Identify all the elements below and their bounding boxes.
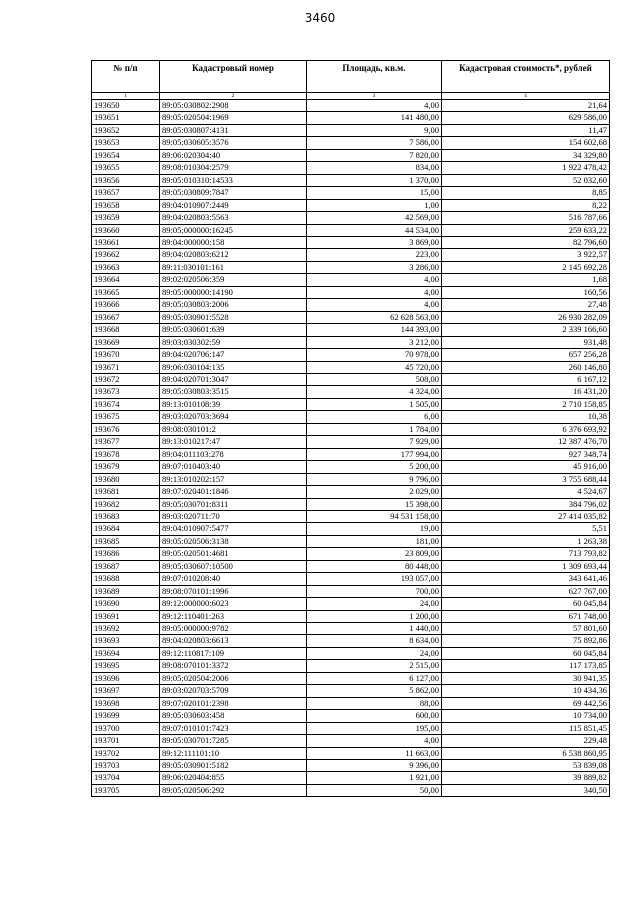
- cell-index: 193702: [92, 747, 160, 759]
- cell-index: 193698: [92, 697, 160, 709]
- cell-cadastral-value: 671 748,00: [442, 610, 610, 622]
- table-row: [92, 324, 610, 336]
- cell-index: 193651: [92, 112, 160, 124]
- cell-area: 4 324,00: [307, 386, 442, 398]
- header-area: Площадь, кв.м.: [307, 61, 442, 93]
- cell-index: 193675: [92, 411, 160, 423]
- table-row: [92, 199, 610, 211]
- table-row: [92, 498, 610, 510]
- table-row: [92, 548, 610, 560]
- cell-area: 7 929,00: [307, 436, 442, 448]
- cell-cadastral-value: 931,48: [442, 336, 610, 348]
- cell-index: 193690: [92, 598, 160, 610]
- cell-cadastral-value: 27 414 035,82: [442, 510, 610, 522]
- cell-cadastral-number: 89:02:020506:359: [160, 274, 307, 286]
- table-row: [92, 162, 610, 174]
- cell-area: 5 862,00: [307, 685, 442, 697]
- table-row: [92, 137, 610, 149]
- cell-cadastral-number: 89:06:030104:135: [160, 361, 307, 373]
- table-row: [92, 660, 610, 672]
- cell-cadastral-number: 89:05:030607:10500: [160, 560, 307, 572]
- cell-cadastral-value: 2 710 158,85: [442, 398, 610, 410]
- table-row: [92, 286, 610, 298]
- cell-area: 11 663,00: [307, 747, 442, 759]
- cell-cadastral-value: 340,50: [442, 784, 610, 796]
- cell-cadastral-value: 10 434,36: [442, 685, 610, 697]
- cell-area: 141 480,00: [307, 112, 442, 124]
- cell-cadastral-number: 89:13:010108:39: [160, 398, 307, 410]
- table-row: [92, 212, 610, 224]
- cell-cadastral-value: 6 167,12: [442, 373, 610, 385]
- cell-index: 193659: [92, 212, 160, 224]
- cell-index: 193666: [92, 299, 160, 311]
- cell-cadastral-number: 89:05:030802:2908: [160, 100, 307, 112]
- cell-area: 4,00: [307, 735, 442, 747]
- column-number: 3: [307, 93, 442, 100]
- cell-index: 193697: [92, 685, 160, 697]
- cell-cadastral-number: 89:07:010101:7423: [160, 722, 307, 734]
- cell-area: 4,00: [307, 299, 442, 311]
- cell-area: 19,00: [307, 523, 442, 535]
- cell-cadastral-value: 6 376 693,92: [442, 423, 610, 435]
- cell-cadastral-number: 89:13:010202:157: [160, 473, 307, 485]
- cell-cadastral-value: 384 796,02: [442, 498, 610, 510]
- cell-cadastral-value: 12 387 476,70: [442, 436, 610, 448]
- cell-area: 7 586,00: [307, 137, 442, 149]
- cell-index: 193677: [92, 436, 160, 448]
- cell-cadastral-value: 3 922,57: [442, 249, 610, 261]
- cell-area: 6 127,00: [307, 672, 442, 684]
- cell-area: 15 398,00: [307, 498, 442, 510]
- cell-cadastral-number: 89:05:030701:7285: [160, 735, 307, 747]
- cell-index: 193684: [92, 523, 160, 535]
- cell-cadastral-number: 89:04:010907:2449: [160, 199, 307, 211]
- cell-area: 88,00: [307, 697, 442, 709]
- table-row: [92, 236, 610, 248]
- cell-index: 193694: [92, 647, 160, 659]
- cell-area: 1 200,00: [307, 610, 442, 622]
- table-row: [92, 100, 610, 112]
- cell-cadastral-value: 6 538 860,95: [442, 747, 610, 759]
- cell-area: 2 515,00: [307, 660, 442, 672]
- cell-index: 193662: [92, 249, 160, 261]
- table-row: [92, 560, 610, 572]
- cell-cadastral-value: 30 941,35: [442, 672, 610, 684]
- table-body: [92, 100, 610, 797]
- table-row: [92, 261, 610, 273]
- cell-cadastral-value: 21,64: [442, 100, 610, 112]
- cell-area: 94 531 158,00: [307, 510, 442, 522]
- cell-cadastral-number: 89:05:010310:14533: [160, 174, 307, 186]
- cell-area: 8 634,00: [307, 635, 442, 647]
- cell-cadastral-value: 10 734,00: [442, 710, 610, 722]
- cell-index: 193681: [92, 486, 160, 498]
- cell-area: 9 396,00: [307, 760, 442, 772]
- cell-cadastral-number: 89:05:030701:8311: [160, 498, 307, 510]
- cell-index: 193703: [92, 760, 160, 772]
- table-row: [92, 336, 610, 348]
- table-row: [92, 747, 610, 759]
- table-row: [92, 224, 610, 236]
- table-row: [92, 386, 610, 398]
- cell-cadastral-number: 89:05:030901:5528: [160, 311, 307, 323]
- cell-index: 193687: [92, 560, 160, 572]
- cell-cadastral-number: 89:05:030803:2006: [160, 299, 307, 311]
- table-row: [92, 685, 610, 697]
- header-index: № п/п: [92, 61, 160, 93]
- cell-cadastral-number: 89:07:010208:40: [160, 573, 307, 585]
- cell-index: 193699: [92, 710, 160, 722]
- page-number: 3460: [304, 11, 336, 25]
- cell-area: 23 809,00: [307, 548, 442, 560]
- cell-cadastral-number: 89:05:030901:5182: [160, 760, 307, 772]
- cell-cadastral-value: 45 916,00: [442, 461, 610, 473]
- cell-area: 62 628 563,00: [307, 311, 442, 323]
- cell-area: 50,00: [307, 784, 442, 796]
- cell-cadastral-number: 89:12:110817:109: [160, 647, 307, 659]
- table-row: [92, 112, 610, 124]
- cell-area: 3 212,00: [307, 336, 442, 348]
- cell-cadastral-number: 89:04:010907:5477: [160, 523, 307, 535]
- table-row: [92, 361, 610, 373]
- table-row: [92, 510, 610, 522]
- cell-index: 193673: [92, 386, 160, 398]
- table-row: [92, 635, 610, 647]
- cell-cadastral-value: 713 793,82: [442, 548, 610, 560]
- cell-index: 193667: [92, 311, 160, 323]
- cell-area: 9,00: [307, 124, 442, 136]
- cell-area: 177 994,00: [307, 448, 442, 460]
- cell-cadastral-number: 89:07:020101:2398: [160, 697, 307, 709]
- cell-cadastral-number: 89:05:020504:2006: [160, 672, 307, 684]
- table-row: [92, 461, 610, 473]
- table-row: [92, 585, 610, 597]
- cell-area: 1 784,00: [307, 423, 442, 435]
- cell-index: 193693: [92, 635, 160, 647]
- cell-index: 193695: [92, 660, 160, 672]
- table-row: [92, 473, 610, 485]
- cell-cadastral-number: 89:08:070101:3372: [160, 660, 307, 672]
- table-row: [92, 299, 610, 311]
- cell-area: 834,00: [307, 162, 442, 174]
- cell-cadastral-value: 229,48: [442, 735, 610, 747]
- cell-cadastral-number: 89:03:020703:5709: [160, 685, 307, 697]
- cell-cadastral-value: 1,68: [442, 274, 610, 286]
- cell-area: 2 029,00: [307, 486, 442, 498]
- cell-cadastral-value: 2 145 692,28: [442, 261, 610, 273]
- cell-cadastral-number: 89:05:020504:1969: [160, 112, 307, 124]
- cell-index: 193671: [92, 361, 160, 373]
- cell-cadastral-value: 629 586,00: [442, 112, 610, 124]
- cell-cadastral-value: 343 641,46: [442, 573, 610, 585]
- cell-cadastral-value: 34 329,80: [442, 149, 610, 161]
- cell-cadastral-number: 89:03:020703:3694: [160, 411, 307, 423]
- cell-cadastral-value: 1 309 693,44: [442, 560, 610, 572]
- header-cadastral-value: Кадастровая стоимость*, рублей: [442, 61, 610, 93]
- table-row: [92, 647, 610, 659]
- cell-cadastral-number: 89:05:020501:4681: [160, 548, 307, 560]
- cell-cadastral-number: 89:04:020803:5563: [160, 212, 307, 224]
- cell-index: 193653: [92, 137, 160, 149]
- cell-index: 193661: [92, 236, 160, 248]
- cell-cadastral-value: 516 787,66: [442, 212, 610, 224]
- cell-area: 1,00: [307, 199, 442, 211]
- cell-index: 193650: [92, 100, 160, 112]
- cell-cadastral-value: 69 442,56: [442, 697, 610, 709]
- table-row: [92, 349, 610, 361]
- cell-index: 193689: [92, 585, 160, 597]
- cell-cadastral-number: 89:04:020803:6212: [160, 249, 307, 261]
- cell-cadastral-value: 927 348,74: [442, 448, 610, 460]
- table-row: [92, 598, 610, 610]
- cell-cadastral-value: 11,47: [442, 124, 610, 136]
- cell-cadastral-value: 5,51: [442, 523, 610, 535]
- table-row: [92, 411, 610, 423]
- cell-area: 1 921,00: [307, 772, 442, 784]
- cell-cadastral-value: 82 796,60: [442, 236, 610, 248]
- cell-index: 193692: [92, 623, 160, 635]
- cell-cadastral-number: 89:03:020711:70: [160, 510, 307, 522]
- cell-area: 223,00: [307, 249, 442, 261]
- cell-index: 193655: [92, 162, 160, 174]
- cell-cadastral-value: 10,38: [442, 411, 610, 423]
- cell-cadastral-number: 89:12:000000:6023: [160, 598, 307, 610]
- cell-area: 195,00: [307, 722, 442, 734]
- cell-index: 193704: [92, 772, 160, 784]
- cell-cadastral-value: 27,48: [442, 299, 610, 311]
- cell-cadastral-number: 89:05:000000:16245: [160, 224, 307, 236]
- cell-cadastral-number: 89:08:030101:2: [160, 423, 307, 435]
- cell-index: 193705: [92, 784, 160, 796]
- cell-index: 193652: [92, 124, 160, 136]
- table-row: [92, 672, 610, 684]
- table-row: [92, 623, 610, 635]
- cell-area: 5 200,00: [307, 461, 442, 473]
- cell-cadastral-value: 75 892,86: [442, 635, 610, 647]
- cell-cadastral-value: 259 633,22: [442, 224, 610, 236]
- table-row: [92, 448, 610, 460]
- cell-area: 15,00: [307, 187, 442, 199]
- cell-area: 24,00: [307, 598, 442, 610]
- cell-cadastral-value: 115 851,45: [442, 722, 610, 734]
- cell-cadastral-number: 89:08:070101:1996: [160, 585, 307, 597]
- cell-area: 1 370,00: [307, 174, 442, 186]
- cell-area: 70 978,00: [307, 349, 442, 361]
- cell-index: 193658: [92, 199, 160, 211]
- cell-index: 193688: [92, 573, 160, 585]
- cell-cadastral-value: 117 173,85: [442, 660, 610, 672]
- cell-cadastral-number: 89:05:030803:3515: [160, 386, 307, 398]
- cell-index: 193701: [92, 735, 160, 747]
- cell-index: 193669: [92, 336, 160, 348]
- table-row: [92, 174, 610, 186]
- cell-cadastral-value: 260 146,80: [442, 361, 610, 373]
- cell-cadastral-number: 89:04:020803:6613: [160, 635, 307, 647]
- cell-index: 193668: [92, 324, 160, 336]
- cell-area: 181,00: [307, 535, 442, 547]
- cell-cadastral-value: 4 524,67: [442, 486, 610, 498]
- cell-cadastral-number: 89:05:030603:458: [160, 710, 307, 722]
- cell-area: 24,00: [307, 647, 442, 659]
- cell-index: 193665: [92, 286, 160, 298]
- cell-cadastral-number: 89:07:020401:1846: [160, 486, 307, 498]
- cell-area: 4,00: [307, 100, 442, 112]
- cell-index: 193670: [92, 349, 160, 361]
- cell-cadastral-value: 39 889,82: [442, 772, 610, 784]
- cell-area: 42 569,00: [307, 212, 442, 224]
- cell-index: 193680: [92, 473, 160, 485]
- cell-cadastral-number: 89:05:030807:4131: [160, 124, 307, 136]
- cell-cadastral-value: 52 032,60: [442, 174, 610, 186]
- cell-cadastral-value: 26 930 282,09: [442, 311, 610, 323]
- cell-cadastral-number: 89:12:111101:10: [160, 747, 307, 759]
- cell-index: 193700: [92, 722, 160, 734]
- cell-area: 9 796,00: [307, 473, 442, 485]
- cell-cadastral-value: 160,56: [442, 286, 610, 298]
- cell-index: 193664: [92, 274, 160, 286]
- cell-cadastral-value: 2 339 166,60: [442, 324, 610, 336]
- cell-index: 193691: [92, 610, 160, 622]
- cell-index: 193676: [92, 423, 160, 435]
- table-row: [92, 486, 610, 498]
- cell-index: 193696: [92, 672, 160, 684]
- cell-cadastral-value: 8,22: [442, 199, 610, 211]
- cell-index: 193678: [92, 448, 160, 460]
- table-row: [92, 423, 610, 435]
- cell-area: 700,00: [307, 585, 442, 597]
- column-number: 4: [442, 93, 610, 100]
- cell-area: 6,00: [307, 411, 442, 423]
- table-row: [92, 735, 610, 747]
- cell-cadastral-value: 60 045,84: [442, 598, 610, 610]
- table-row: [92, 710, 610, 722]
- cell-area: 508,00: [307, 373, 442, 385]
- cadastral-table: [91, 60, 610, 797]
- cell-index: 193660: [92, 224, 160, 236]
- table-row: [92, 149, 610, 161]
- table-row: [92, 697, 610, 709]
- table-row: [92, 772, 610, 784]
- column-number: 2: [160, 93, 307, 100]
- cell-cadastral-number: 89:05:030809:7847: [160, 187, 307, 199]
- table-row: [92, 535, 610, 547]
- cell-cadastral-value: 53 839,08: [442, 760, 610, 772]
- table-row: [92, 311, 610, 323]
- cell-index: 193686: [92, 548, 160, 560]
- cell-area: 193 057,00: [307, 573, 442, 585]
- cell-cadastral-number: 89:06:020304:40: [160, 149, 307, 161]
- cell-cadastral-value: 657 256,28: [442, 349, 610, 361]
- header-cadastral-number: Кадастровый номер: [160, 61, 307, 93]
- cell-area: 4,00: [307, 274, 442, 286]
- cell-area: 3 286,00: [307, 261, 442, 273]
- cell-cadastral-number: 89:05:030601:639: [160, 324, 307, 336]
- cell-cadastral-value: 60 045,84: [442, 647, 610, 659]
- cell-cadastral-value: 154 602,68: [442, 137, 610, 149]
- cell-cadastral-number: 89:04:020701:3047: [160, 373, 307, 385]
- table-row: [92, 274, 610, 286]
- table-row: [92, 398, 610, 410]
- table-row: [92, 249, 610, 261]
- cell-cadastral-number: 89:13:010217:47: [160, 436, 307, 448]
- column-number: 1: [92, 93, 160, 100]
- cell-cadastral-value: 627 767,00: [442, 585, 610, 597]
- cell-cadastral-number: 89:05:020506:3138: [160, 535, 307, 547]
- table-row: [92, 722, 610, 734]
- cell-area: 4,00: [307, 286, 442, 298]
- cell-cadastral-number: 89:06:020404:855: [160, 772, 307, 784]
- cell-cadastral-number: 89:03:030302:59: [160, 336, 307, 348]
- cell-index: 193683: [92, 510, 160, 522]
- cell-cadastral-number: 89:07:010403:40: [160, 461, 307, 473]
- table-row: [92, 124, 610, 136]
- cell-cadastral-number: 89:04:011103:278: [160, 448, 307, 460]
- cell-cadastral-value: 3 755 688,44: [442, 473, 610, 485]
- table-header: [92, 61, 610, 100]
- cell-cadastral-number: 89:05:000000:14190: [160, 286, 307, 298]
- cell-area: 3 869,00: [307, 236, 442, 248]
- table-row: [92, 373, 610, 385]
- cell-index: 193685: [92, 535, 160, 547]
- cell-cadastral-value: 1 922 478,42: [442, 162, 610, 174]
- cell-cadastral-number: 89:12:110401:263: [160, 610, 307, 622]
- cell-area: 45 720,00: [307, 361, 442, 373]
- cell-index: 193679: [92, 461, 160, 473]
- cell-index: 193656: [92, 174, 160, 186]
- cell-cadastral-number: 89:05:020506:292: [160, 784, 307, 796]
- table-row: [92, 760, 610, 772]
- cell-area: 600,00: [307, 710, 442, 722]
- cell-index: 193674: [92, 398, 160, 410]
- cell-area: 7 820,00: [307, 149, 442, 161]
- cell-cadastral-number: 89:05:030605:3576: [160, 137, 307, 149]
- cell-cadastral-number: 89:08:010304:2579: [160, 162, 307, 174]
- table-row: [92, 436, 610, 448]
- table-row: [92, 784, 610, 796]
- cell-index: 193672: [92, 373, 160, 385]
- cell-index: 193682: [92, 498, 160, 510]
- cell-cadastral-number: 89:04:000000:158: [160, 236, 307, 248]
- table-row: [92, 523, 610, 535]
- cell-cadastral-number: 89:04:020706:147: [160, 349, 307, 361]
- cell-cadastral-value: 8,85: [442, 187, 610, 199]
- cell-cadastral-value: 16 431,20: [442, 386, 610, 398]
- cell-index: 193663: [92, 261, 160, 273]
- cell-index: 193654: [92, 149, 160, 161]
- cell-area: 44 534,00: [307, 224, 442, 236]
- cell-cadastral-number: 89:11:030101:161: [160, 261, 307, 273]
- cell-area: 1 505,00: [307, 398, 442, 410]
- cell-index: 193657: [92, 187, 160, 199]
- cell-cadastral-number: 89:05:000000:9782: [160, 623, 307, 635]
- cell-area: 144 393,00: [307, 324, 442, 336]
- cell-cadastral-value: 57 801,60: [442, 623, 610, 635]
- cell-cadastral-value: 1 263,38: [442, 535, 610, 547]
- cell-area: 80 448,00: [307, 560, 442, 572]
- table-row: [92, 573, 610, 585]
- table-row: [92, 187, 610, 199]
- cell-area: 1 440,00: [307, 623, 442, 635]
- table-row: [92, 610, 610, 622]
